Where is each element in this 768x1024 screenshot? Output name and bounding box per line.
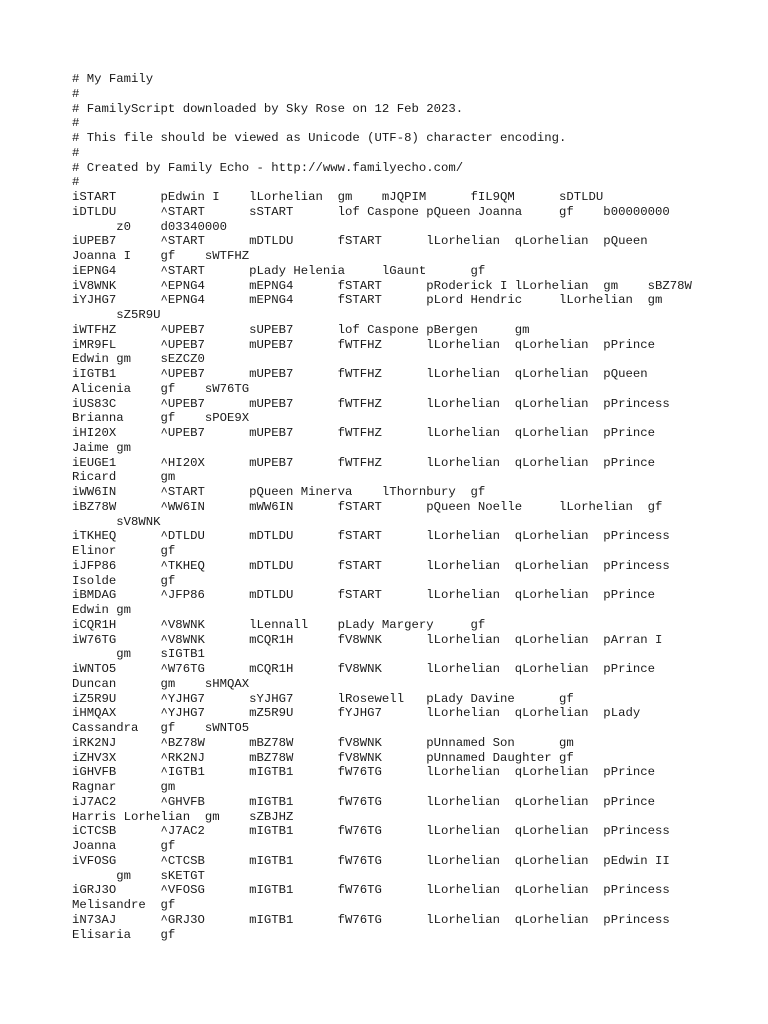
document-line: iZ5R9U ^YJHG7 sYJHG7 lRosewell pLady Davine gf bbox=[72, 691, 574, 706]
document-line: Duncan gm sHMQAX bbox=[72, 676, 250, 691]
document-line: Melisandre gf bbox=[72, 898, 176, 912]
document-line: iWTFHZ ^UPEB7 sUPEB7 lof Caspone pBergen gm bbox=[72, 322, 530, 337]
document-line: Edwin gm bbox=[72, 603, 132, 617]
document-line: iEUGE1 ^HI20X mUPEB7 fWTFHZ lLorhelian qLorhelian pPrince bbox=[72, 455, 655, 470]
document-line: iV8WNK ^EPNG4 mEPNG4 fSTART pRoderick I lLorhelian gm sBZ78W bbox=[72, 278, 692, 293]
document-line: iUPEB7 ^START mDTLDU fSTART lLorhelian qLorhelian pQueen bbox=[72, 234, 648, 249]
document-line: iHI20X ^UPEB7 mUPEB7 fWTFHZ lLorhelian qLorhelian pPrince bbox=[72, 426, 655, 440]
document-line: # My Family bbox=[72, 72, 154, 86]
document-line: iSTART pEdwin I lLorhelian gm mJQPIM fIL9QM sDTLDU bbox=[72, 190, 604, 204]
document-line: # This file should be viewed as Unicode (UTF-8) character encoding. bbox=[72, 131, 567, 145]
document-line: gm sIGTB1 bbox=[72, 647, 205, 662]
document-line: # FamilyScript downloaded by Sky Rose on 12 Feb 2023. bbox=[72, 101, 464, 116]
document-line: sV8WNK bbox=[72, 514, 161, 529]
document-line: iIGTB1 ^UPEB7 mUPEB7 fWTFHZ lLorhelian qLorhelian pQueen bbox=[72, 367, 648, 381]
document-line: Brianna gf sPOE9X bbox=[72, 411, 250, 426]
document-line: iYJHG7 ^EPNG4 mEPNG4 fSTART pLord Hendric lLorhelian gm bbox=[72, 293, 663, 308]
document-line: iZHV3X ^RK2NJ mBZ78W fV8WNK pUnnamed Daughter gf bbox=[72, 750, 574, 765]
document-line: Isolde gf bbox=[72, 573, 176, 588]
document-line: Alicenia gf sW76TG bbox=[72, 381, 250, 396]
document-line: Ragnar gm bbox=[72, 780, 176, 794]
document-line: sZ5R9U bbox=[72, 308, 161, 322]
document-line: iRK2NJ ^BZ78W mBZ78W fV8WNK pUnnamed Son gm bbox=[72, 735, 574, 750]
document-line: # Created by Family Echo - http://www.familyecho.com/ bbox=[72, 160, 464, 175]
document-line: iEPNG4 ^START pLady Helenia lGaunt gf bbox=[72, 263, 486, 278]
document-line: Elisaria gf bbox=[72, 927, 176, 942]
document-line: # bbox=[72, 86, 80, 101]
document-line: iBMDAG ^JFP86 mDTLDU fSTART lLorhelian qLorhelian pPrince bbox=[72, 588, 655, 603]
document-line: iUS83C ^UPEB7 mUPEB7 fWTFHZ lLorhelian qLorhelian pPrincess bbox=[72, 396, 670, 411]
document-line: iDTLDU ^START sSTART lof Caspone pQueen Joanna gf b00000000 bbox=[72, 204, 670, 219]
document-line: iTKHEQ ^DTLDU mDTLDU fSTART lLorhelian qLorhelian pPrincess bbox=[72, 529, 670, 544]
document-line: iGHVFB ^IGTB1 mIGTB1 fW76TG lLorhelian qLorhelian pPrince bbox=[72, 765, 655, 780]
document-line: iWNTO5 ^W76TG mCQR1H fV8WNK lLorhelian qLorhelian pPrince bbox=[72, 662, 655, 676]
familyscript-document bbox=[72, 72, 732, 942]
document-line: Harris Lorhelian gm sZBJHZ bbox=[72, 809, 294, 824]
document-line: iWW6IN ^START pQueen Minerva lThornbury gf bbox=[72, 485, 486, 499]
document-line: iW76TG ^V8WNK mCQR1H fV8WNK lLorhelian qLorhelian pArran I bbox=[72, 632, 663, 647]
document-line: # bbox=[72, 175, 80, 190]
document-line: Edwin gm sEZCZ0 bbox=[72, 352, 205, 367]
document-line: Jaime gm bbox=[72, 440, 132, 455]
document-line: iJ7AC2 ^GHVFB mIGTB1 fW76TG lLorhelian qLorhelian pPrince bbox=[72, 794, 655, 809]
document-line: iJFP86 ^TKHEQ mDTLDU fSTART lLorhelian qLorhelian pPrincess bbox=[72, 558, 670, 573]
document-line: Cassandra gf sWNTO5 bbox=[72, 721, 250, 735]
document-line: Elinor gf bbox=[72, 544, 176, 558]
document-line: iCTCSB ^J7AC2 mIGTB1 fW76TG lLorhelian qLorhelian pPrincess bbox=[72, 824, 670, 839]
document-line: iCQR1H ^V8WNK lLennall pLady Margery gf bbox=[72, 617, 486, 632]
document-line: iHMQAX ^YJHG7 mZ5R9U fYJHG7 lLorhelian qLorhelian pLady bbox=[72, 706, 641, 721]
document-line: gm sKETGT bbox=[72, 868, 205, 883]
document-line: iGRJ3O ^VFOSG mIGTB1 fW76TG lLorhelian qLorhelian pPrincess bbox=[72, 883, 670, 898]
document-line: Ricard gm bbox=[72, 470, 176, 485]
document-line: iN73AJ ^GRJ3O mIGTB1 fW76TG lLorhelian qLorhelian pPrincess bbox=[72, 912, 670, 927]
document-line: iBZ78W ^WW6IN mWW6IN fSTART pQueen Noelle lLorhelian gf bbox=[72, 499, 663, 514]
document-line: Joanna gf bbox=[72, 839, 176, 853]
document-line: iMR9FL ^UPEB7 mUPEB7 fWTFHZ lLorhelian qLorhelian pPrince bbox=[72, 337, 655, 352]
document-line: z0 d03340000 bbox=[72, 219, 227, 234]
document-line: iVFOSG ^CTCSB mIGTB1 fW76TG lLorhelian qLorhelian pEdwin II bbox=[72, 853, 670, 868]
document-line: Joanna I gf sWTFHZ bbox=[72, 249, 250, 263]
document-line: # bbox=[72, 116, 80, 131]
document-line: # bbox=[72, 145, 80, 160]
